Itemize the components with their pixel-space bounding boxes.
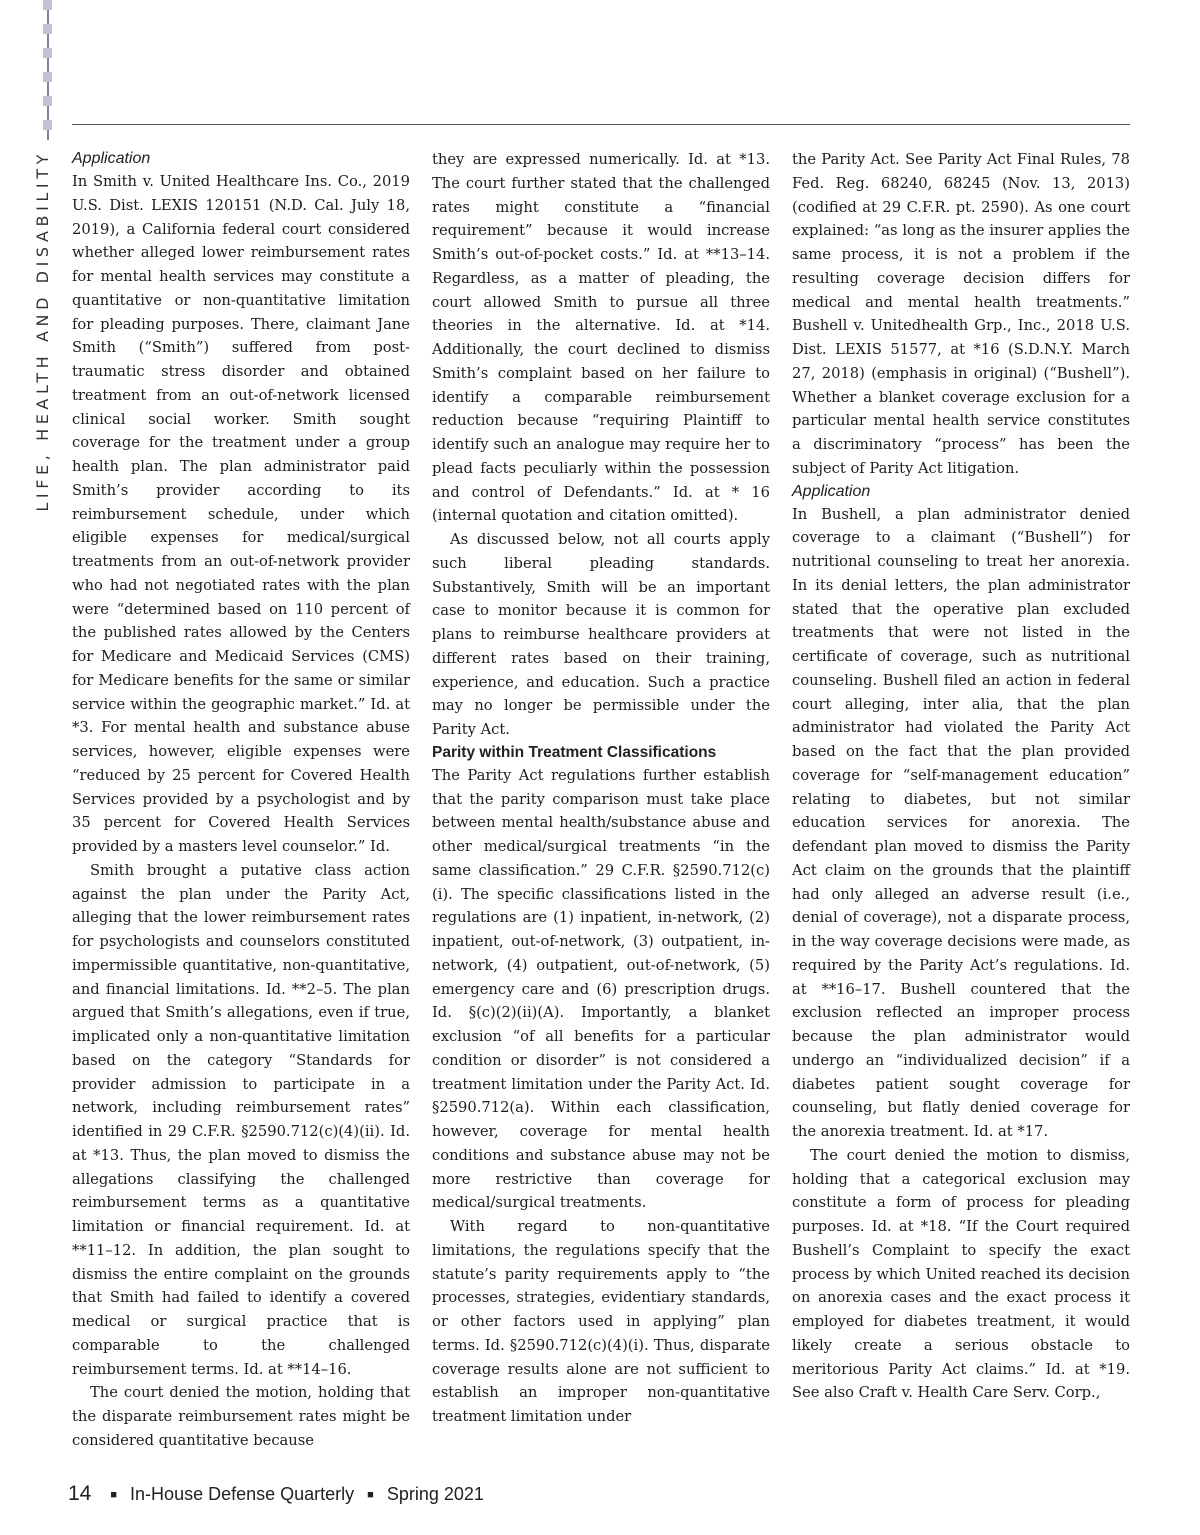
issue-date: Spring 2021: [386, 1484, 484, 1504]
column-3: [792, 148, 1130, 1405]
subheading-application: Application: [792, 482, 871, 500]
column-2: [432, 148, 770, 1429]
page-footer: [68, 1482, 484, 1506]
section-heading-parity: Parity within Treatment Classifications: [432, 743, 717, 761]
top-divider: [72, 124, 1130, 125]
square-bullet-icon: ■: [110, 1489, 118, 1501]
paragraph: they are expressed numerically. Id. at *13. The court further stated that the challenged rates might constitute a “financial requirement” because it would increase Smith’s out-of-pocket costs.” Id. at **13–14. Regardless, as a matter of pleading, the court allowed Smith to pursue all three theories in the alternative. Id. at *14. Additionally, the court declined to dismiss Smith’s complaint based on her failure to identify a comparable reimbursement reduction because “requiring Plaintiff to identify such an analogue may require her to plead facts peculiarly within the possession and control of Defendants.” Id. at * 16 (internal quotation and citation omitted).: [432, 151, 770, 525]
paragraph: The court denied the motion to dismiss, holding that a categorical exclusion may constitute a form of process for pleading purposes. Id. at *18. “If the Court required Bushell’s Complaint to specify the exact process by which United reached its decision on anorexia cases and the exact process it employed for diabetes treatment, it would likely create a serious obstacle to meritorious Parity Act claims.” Id. at *19. See also Craft v. Health Care Serv. Corp.,: [792, 1146, 1130, 1402]
page-number: 14: [68, 1482, 92, 1505]
paragraph: The Parity Act regulations further establish that the parity comparison must take place between mental health/substance abuse and other medical/surgical treatments “in the same classification.” 29 C.F.R. §2590.712(c)(i). The specific classifications listed in the regulations are (1) inpatient, in-network, (2) inpatient, out-of-network, (3) outpatient, in-network, (4) outpatient, out-of-network, (5) emergency care and (6) prescription drugs. Id. §(c)(2)(ii)(A). Importantly, a blanket exclusion “of all benefits for a particular condition or disorder” is not considered a treatment limitation under the Parity Act. Id. §2590.712(a). Within each classification, however, coverage for mental health conditions and substance abuse may not be more restrictive than coverage for medical/surgical treatments.: [432, 766, 770, 1212]
subheading-application: Application: [72, 150, 151, 167]
publication-title: In-House Defense Quarterly: [130, 1484, 355, 1504]
square-bullet-icon: ■: [367, 1489, 374, 1501]
column-1: [72, 148, 410, 1453]
paragraph: With regard to non-quantitative limitations, the regulations specify that the statute’s parity requirements apply to “the processes, strategies, evidentiary standards, or other factors used in applying” plan terms. Id. §2590.712(c)(4)(i). Thus, disparate coverage results alone are not sufficient to establish an improper non-quantitative treatment limitation under: [432, 1218, 770, 1425]
paragraph: In Smith v. United Healthcare Ins. Co., 2019 U.S. Dist. LEXIS 120151 (N.D. Cal. July 18, 2019), a California federal court considered whether alleged lower reimbursement rates for mental health services may constitute a quantitative or non-quantitative limitation for pleading purposes. There, claimant Jane Smith (“Smith”) suffered from post-traumatic stress disorder and obtained treatment from an out-of-network licensed clinical social worker. Smith sought coverage for the treatment under a group health plan. The plan administrator paid Smith’s provider according to its reimbursement schedule, under which eligible expenses for medical/surgical treatments from an out-of-network provider who had not negotiated rates with the plan were “determined based on 110 percent of the published rates allowed by the Centers for Medicare and Medicaid Services (CMS) for Medicare benefits for the same or similar service within the geographic market.” Id. at *3. For mental health and substance abuse services, however, eligible expenses were “reduced by 25 percent for Covered Health Services provided by a psychologist and by 35 percent for Covered Health Services provided by a masters level counselor.” Id.: [72, 173, 410, 855]
paragraph: Smith brought a putative class action against the plan under the Parity Act, alleging that the lower reimbursement rates for psychologists and counselors constituted impermissible quantitative, non-quantitative, and financial limitations. Id. **2–5. The plan argued that Smith’s allegations, even if true, implicated only a non-quantitative limitation based on the category “Standards for provider admission to participate in a network, including reimbursement rates” identified in 29 C.F.R. §2590.712(c)(4)(ii). Id. at *13. Thus, the plan moved to dismiss the allegations classifying the challenged reimbursement terms as a quantitative limitation or financial requirement. Id. at **11–12. In addition, the plan sought to dismiss the entire complaint on the grounds that Smith had failed to identify a covered medical or surgical practice that is comparable to the challenged reimbursement terms. Id. at **14–16.: [72, 861, 410, 1378]
paragraph: The court denied the motion, holding that the disparate reimbursement rates might be considered quantitative because: [72, 1384, 410, 1449]
paragraph: In Bushell, a plan administrator denied coverage to a claimant (“Bushell”) for nutritional counseling to treat her anorexia. In its denial letters, the plan administrator stated that the operative plan excluded treatments that were not listed in the certificate of coverage, such as nutritional counseling. Bushell filed an action in federal court alleging, inter alia, that the plan administrator had violated the Parity Act based on the fact that the plan provided coverage for “self-management education” relating to diabetes, but not similar education services for anorexia. The defendant plan moved to dismiss the Parity Act claim on the grounds that the plaintiff had only alleged an adverse result (i.e., denial of coverage), not a disparate process, in the way coverage decisions were made, as required by the Parity Act’s regulations. Id. at **16–17. Bushell countered that the exclusion reflected an improper process because the plan administrator would undergo an “individualized decision” if a diabetes patient sought coverage for counseling, but flatly denied coverage for the anorexia treatment. Id. at *17.: [792, 505, 1130, 1140]
paragraph: the Parity Act. See Parity Act Final Rules, 78 Fed. Reg. 68240, 68245 (Nov. 13, 2013) (codified at 29 C.F.R. pt. 2590). As one court explained: “as long as the insurer applies the same process, it is not a problem if the resulting coverage decision differs for medical and mental health treatments.” Bushell v. Unitedhealth Grp., Inc., 2018 U.S. Dist. LEXIS 51577, at *16 (S.D.N.Y. March 27, 2018) (emphasis in original) (“Bushell”). Whether a blanket coverage exclusion for a particular mental health service constitutes a discriminatory “process” has been the subject of Parity Act litigation.: [792, 151, 1130, 477]
paragraph: As discussed below, not all courts apply such liberal pleading standards. Substantively, Smith will be an important case to monitor because it is common for plans to reimburse healthcare providers at different rates based on their training, experience, and education. Such a practice may no longer be permissible under the Parity Act.: [432, 531, 770, 738]
section-side-label: LIFE, HEALTH AND DISABILITY: [33, 150, 52, 512]
side-strip-decoration: [43, 0, 52, 140]
